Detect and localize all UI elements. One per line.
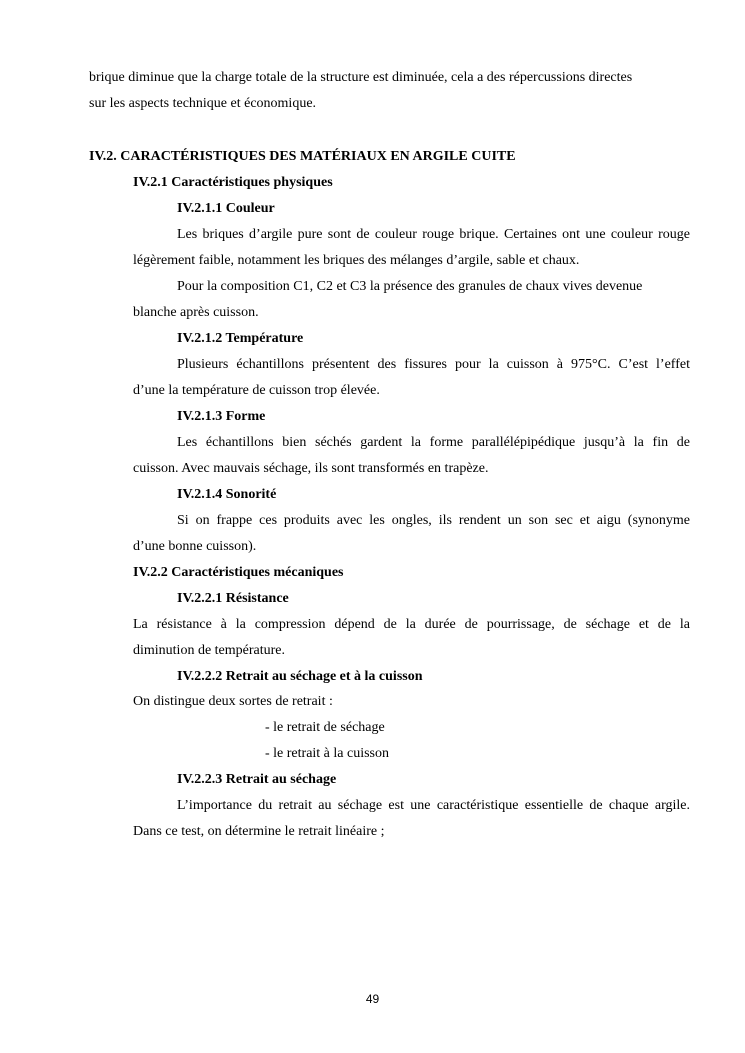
temperature-line-1: Plusieurs échantillons présentent des fissures pour la cuisson à 975°C. C’est l’effet	[177, 357, 690, 372]
heading-retrait: IV.2.2.2 Retrait au séchage et à la cuisson	[177, 669, 423, 684]
couleur-p2-line-2: blanche après cuisson.	[133, 305, 259, 320]
resistance-line-1: La résistance à la compression dépend de la durée de pourrissage, de séchage et de la	[133, 617, 690, 632]
heading-temperature: IV.2.1.2 Température	[177, 331, 304, 346]
intro-line-1: brique diminue que la charge totale de la structure est diminuée, cela a des répercussions directes	[89, 70, 633, 85]
intro-line-2: sur les aspects technique et économique.	[89, 96, 317, 111]
forme-line-2: cuisson. Avec mauvais séchage, ils sont transformés en trapèze.	[133, 461, 489, 476]
retrait-intro: On distingue deux sortes de retrait :	[133, 694, 333, 709]
heading-forme: IV.2.1.3 Forme	[177, 409, 266, 424]
forme-line-1: Les échantillons bien séchés gardent la forme parallélépipédique jusqu’à la fin de	[177, 435, 690, 450]
subsection-title-mechanical: IV.2.2 Caractéristiques mécaniques	[133, 565, 344, 580]
heading-resistance: IV.2.2.1 Résistance	[177, 591, 289, 606]
heading-couleur: IV.2.1.1 Couleur	[177, 201, 275, 216]
heading-sonorite: IV.2.1.4 Sonorité	[177, 487, 277, 502]
subsection-title-physical: IV.2.1 Caractéristiques physiques	[133, 175, 333, 190]
section-title: IV.2. CARACTÉRISTIQUES DES MATÉRIAUX EN ARGILE CUITE	[89, 149, 516, 164]
couleur-p1-line-1: Les briques d’argile pure sont de couleur rouge brique. Certaines ont une couleur rouge	[177, 227, 690, 242]
retrait-sechage-line-2: Dans ce test, on détermine le retrait linéaire ;	[133, 824, 385, 839]
retrait-list-item: - le retrait de séchage	[265, 720, 385, 735]
resistance-line-2: diminution de température.	[133, 643, 286, 658]
couleur-p1-line-2: légèrement faible, notamment les briques des mélanges d’argile, sable et chaux.	[133, 253, 580, 268]
sonorite-line-1: Si on frappe ces produits avec les ongles, ils rendent un son sec et aigu (synonyme	[177, 513, 690, 528]
temperature-line-2: d’une la température de cuisson trop élevée.	[133, 383, 380, 398]
sonorite-line-2: d’une bonne cuisson).	[133, 539, 257, 554]
retrait-sechage-line-1: L’importance du retrait au séchage est une caractéristique essentielle de chaque argile.	[177, 798, 690, 813]
page-number: 49	[365, 992, 380, 1006]
retrait-list-item: - le retrait à la cuisson	[265, 746, 390, 761]
couleur-p2-line-1: Pour la composition C1, C2 et C3 la présence des granules de chaux vives devenue	[177, 279, 643, 294]
heading-retrait-sechage: IV.2.2.3 Retrait au séchage	[177, 772, 337, 787]
